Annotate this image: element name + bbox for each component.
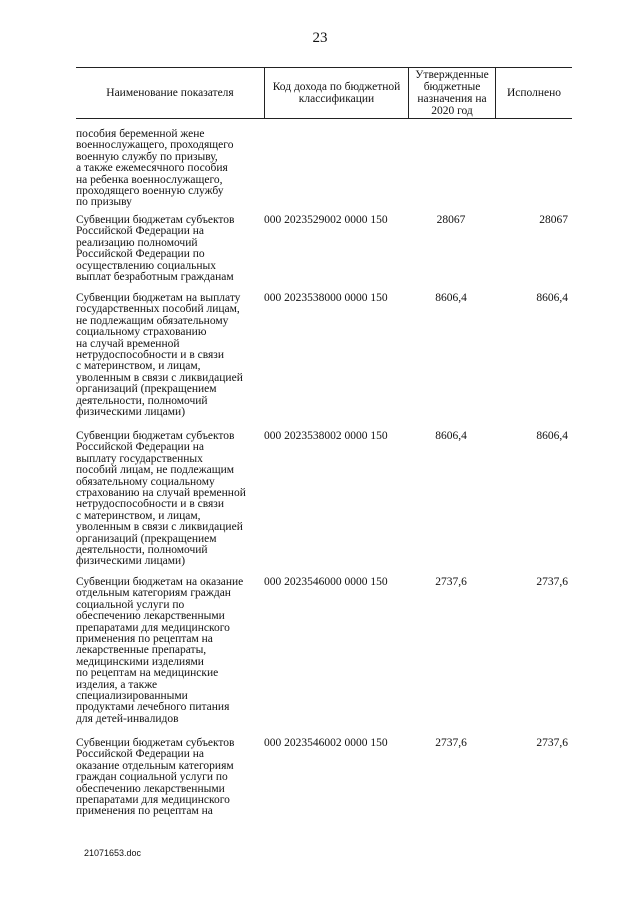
row-indicator-name: Субвенции бюджетам на выплату государственных пособий лицам, не подлежащим обязательному социальному страхованию на случай временной нетрудоспособности и в связи с материнством, и лицам, уволенным в связи с ликвидацией организаций (прекращением деятельности, полномочий физическими лицами)	[76, 292, 243, 419]
row-approved-value: 28067	[436, 214, 466, 226]
row-executed-value: 2737,6	[536, 576, 568, 588]
header-income-code: Код дохода по бюджетной классификации	[272, 81, 401, 105]
row-indicator-name: Субвенции бюджетам субъектов Российской Федерации на реализацию полномочий Российской Федерации по осуществлению социальных выплат безработным гражданам	[76, 214, 235, 284]
row-income-code: 000 2023538002 0000 150	[264, 430, 388, 442]
row-executed-value: 2737,6	[536, 737, 568, 749]
row-executed-value: 8606,4	[536, 430, 568, 442]
document-filename: 21071653.doc	[84, 848, 142, 858]
table-header	[76, 67, 572, 119]
header-executed: Исполнено	[506, 87, 562, 99]
header-indicator-name: Наименование показателя	[106, 87, 234, 99]
row-indicator-name: Субвенции бюджетам субъектов Российской Федерации на оказание отдельным категориям граждан социальной услуги по обеспечению лекарственными препаратами для медицинского применения по рецептам на	[76, 737, 235, 818]
row-income-code: 000 2023538000 0000 150	[264, 292, 388, 304]
row-indicator-name: Субвенции бюджетам субъектов Российской Федерации на выплату государственных пособий лицам, не подлежащим обязательному социальному страхованию на случай временной нетрудоспособности и в связи с материнством, и лицам, уволенным в связи с ликвидацией организаций (прекращением деятельности, полномочий физическими лицами)	[76, 430, 246, 568]
row-indicator-name: пособия беременной жене военнослужащего, проходящего военную службу по призыву, а также ежемесячного пособия на ребенка военнослужащего, проходящего военную службу по призыву	[76, 128, 234, 209]
row-approved-value: 8606,4	[435, 292, 467, 304]
page-number: 23	[312, 30, 328, 46]
row-executed-value: 8606,4	[536, 292, 568, 304]
budget-table	[76, 67, 572, 818]
header-approved: Утвержденные бюджетные назначения на 2020 год	[415, 69, 489, 117]
row-approved-value: 8606,4	[435, 430, 467, 442]
row-approved-value: 2737,6	[435, 576, 467, 588]
row-income-code: 000 2023546000 0000 150	[264, 576, 388, 588]
row-indicator-name: Субвенции бюджетам на оказание отдельным категориям граждан социальной услуги по обеспечению лекарственными препаратами для медицинского применения по рецептам на лекарственные препараты, медицинскими изделиями по рецептам на медицинские изделия, а также специализированными продуктами лечебного питания для детей-инвалидов	[76, 576, 244, 725]
row-income-code: 000 2023546002 0000 150	[264, 737, 388, 749]
row-income-code: 000 2023529002 0000 150	[264, 214, 388, 226]
row-approved-value: 2737,6	[435, 737, 467, 749]
row-executed-value: 28067	[539, 214, 568, 226]
